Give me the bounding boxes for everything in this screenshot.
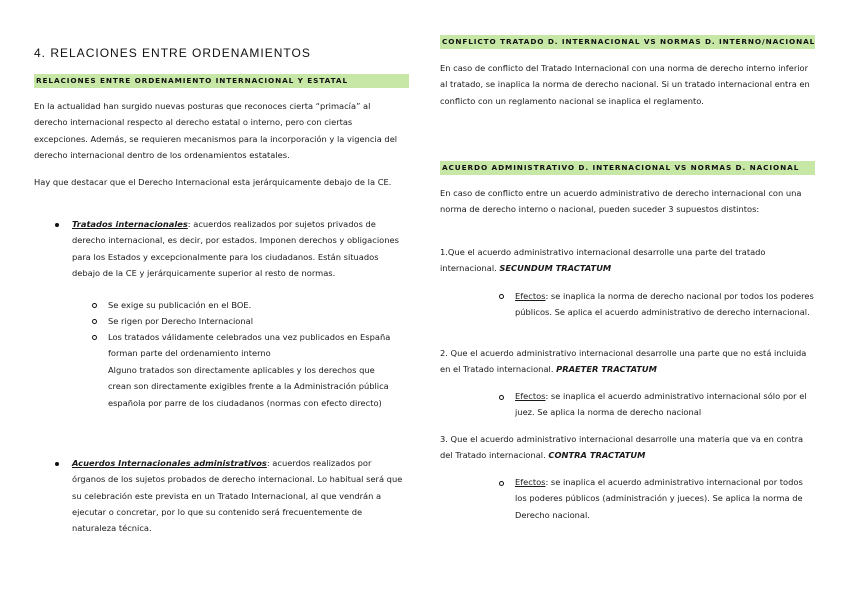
treaties-bullet — [72, 216, 408, 281]
case-3-effects-text: : se inaplica el acuerdo administrativo internacional por todos los poderes públicos (administración y jueces). Se aplica la norma de Derecho nacional. — [515, 477, 803, 520]
case-1 — [440, 244, 816, 277]
admin-agreements-title: Acuerdos Internacionales administrativos — [72, 458, 267, 468]
treaties-sub-extra: Alguno tratados son directamente aplicables y los derechos que crean son directamente exigibles frente a la Administración pública española por parre de los ciudadanos (normas con efecto directo) — [108, 365, 389, 408]
circle-bullet-icon — [92, 303, 97, 308]
circle-bullet-icon — [92, 335, 97, 340]
case-2-effects-label: Efectos — [515, 391, 546, 401]
case-3 — [440, 431, 816, 464]
case-1-effects — [515, 288, 815, 321]
admin-agreements-bullet — [72, 455, 406, 536]
treaty-conflict-paragraph: En caso de conflicto del Tratado Internacional con una norma de derecho interno inferior al tratado, se inaplica la norma de derecho nacional. Si un tratado internacional entra en conflicto con un reglamento nacional se inaplica el reglamento. — [440, 63, 810, 106]
hierarchy-paragraph: Hay que destacar que el Derecho Internacional esta jerárquicamente debajo de la CE. — [34, 177, 392, 187]
case-2-latin: PRAETER TRACTATUM — [556, 364, 657, 375]
case-1-effects-text: : se inaplica la norma de derecho nacional por todos los poderes públicos. Se aplica el acuerdo administrativo de derecho internacional. — [515, 291, 814, 318]
case-3-effects-label: Efectos — [515, 477, 546, 487]
bullet-icon — [55, 223, 59, 227]
intro-paragraph: En la actualidad han surgido nuevas posturas que reconoces cierta “primacía” al derecho internacional respecto al derecho estatal o interno, pero con ciertas excepciones. Además, se requieren mecanismos para la incorporación y la vigencia del derecho internacional dentro de los ordenamientos estatales. — [34, 101, 398, 160]
bullet-icon — [55, 462, 59, 466]
case-1-latin: SECUNDUM TRACTATUM — [499, 263, 612, 274]
circle-bullet-icon — [499, 294, 504, 299]
case-3-text: 3. Que el acuerdo administrativo internacional desarrolle una materia que va en contra del Tratado internacional. — [440, 434, 804, 461]
case-1-effects-label: Efectos — [515, 291, 546, 301]
circle-bullet-icon — [92, 319, 97, 324]
case-2-text: 2. Que el acuerdo administrativo internacional desarrolle una parte que no está incluida en el Tratado internacional. — [440, 348, 807, 375]
section-band-treaty-conflict: CONFLICTO TRATADO D. INTERNACIONAL VS NORMAS D. INTERNO/NACIONAL — [440, 35, 815, 49]
admin-conflict-paragraph: En caso de conflicto entre un acuerdo administrativo de derecho internacional con una norma de derecho interno o nacional, pueden suceder 3 supuestos distintos: — [440, 188, 802, 215]
case-2-effects — [515, 388, 807, 421]
case-2-effects-text: : se inaplica el acuerdo administrativo internacional sólo por el juez. Se aplica la norma de derecho nacional — [515, 391, 807, 418]
treaties-text: : acuerdos realizados por sujetos privados de derecho internacional, es decir, por estados. Imponen derechos y obligaciones para los Estados y excepcionalmente para los ciudadanos. Están situados debajo de la CE y jerárquicamente superior al resto de normas. — [72, 219, 399, 278]
admin-agreements-text: : acuerdos realizados por órganos de los sujetos probados de derecho internacional. Lo habitual será que su celebración este prevista en un Tratado Internacional, al que vendrán a ejecutar o concretar, por lo que su contenido será frecuentemente de naturaleza técnica. — [72, 458, 403, 534]
circle-bullet-icon — [499, 395, 504, 400]
circle-bullet-icon — [499, 481, 504, 486]
case-3-effects — [515, 474, 815, 523]
treaties-sub-item: Se exige su publicación en el BOE. — [108, 300, 252, 310]
treaties-sub-item: Se rigen por Derecho Internacional — [108, 316, 254, 326]
treaties-sub-item: Los tratados válidamente celebrados una vez publicados en España forman parte del ordenamiento interno — [108, 332, 391, 359]
case-3-latin: CONTRA TRACTATUM — [548, 450, 646, 461]
case-1-text: 1.Que el acuerdo administrativo internacional desarrolle una parte del tratado internacional. — [440, 247, 766, 274]
section-band-admin-conflict: ACUERDO ADMINISTRATIVO D. INTERNACIONAL VS NORMAS D. NACIONAL — [440, 161, 815, 175]
section-band-international-state: RELACIONES ENTRE ORDENAMIENTO INTERNACIONAL Y ESTATAL — [34, 74, 409, 88]
treaties-title: Tratados internacionales — [72, 219, 188, 229]
section-title: 4. RELACIONES ENTRE ORDENAMIENTOS — [34, 46, 311, 60]
case-2 — [440, 345, 816, 378]
